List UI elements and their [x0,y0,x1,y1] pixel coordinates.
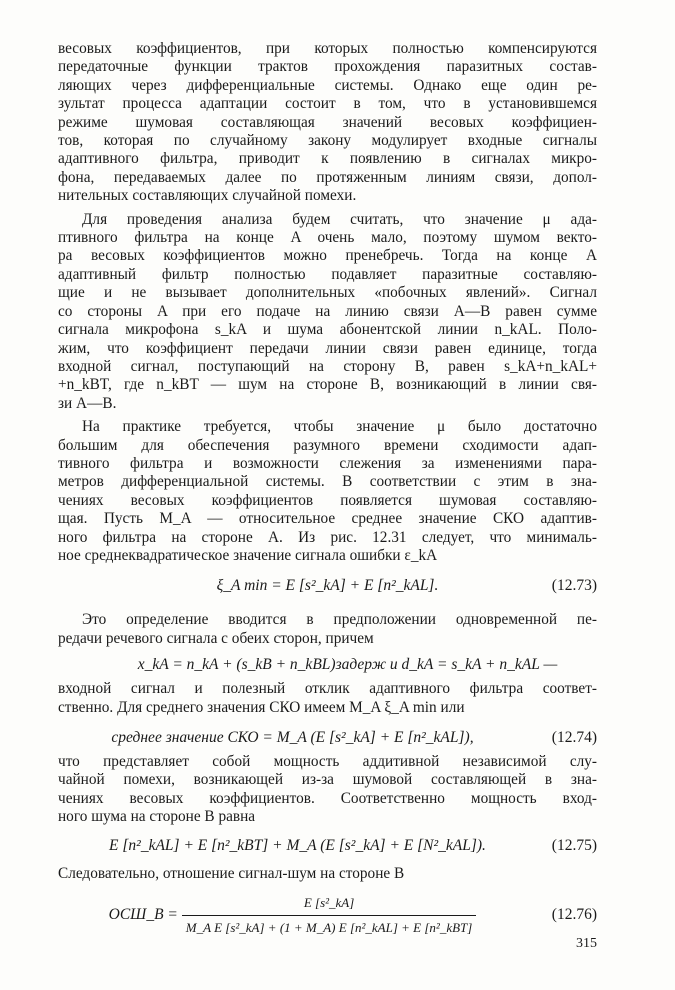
paragraph-4 [58,611,597,648]
fraction-numerator: E [s²_kA] [182,893,477,916]
text-line: +n_kBT, где n_kBT — шум на стороне B, возникающий в линии свя- [58,376,597,394]
equation-12-74 [58,723,597,753]
equation-body: ξ_A min = E [s²_kA] + E [n²_kAL]. [216,577,439,595]
text-line: ляющих через дифференциальные системы. Однако еще один ре- [58,76,597,94]
text-line: тов, которая по случайному закону модулирует входные сигналы [58,132,597,150]
text-line: весовых коэффициентов, при которых полностью компенсируются [58,40,597,57]
equation-body: x_kA = n_kA + (s_kB + n_kBL)задерж и d_kA = s_kA + n_kAL — [137,656,558,674]
text-line: передаточные функции трактов прохождения паразитных состав- [58,58,597,76]
paragraph-1 [58,40,597,206]
fraction [182,893,477,938]
text-line: нительных составляющих случайной помехи. [58,187,357,205]
text-line: птивного фильтра на конце A очень мало, поэтому шумом векто- [58,229,597,247]
text-line: редачи речевого сигнала с обеих сторон, причем [58,629,374,647]
paragraph-6 [58,753,597,827]
text-line: входной сигнал и полезный отклик адаптивного фильтра соответ- [58,680,597,698]
text-line: чениях весовых коэффициентов появляется шумовая составляю- [58,491,597,509]
equation-12-75 [58,831,597,861]
equation-12-76 [58,887,597,943]
equation-body: E [n²_kAL] + E [n²_kBT] + M_A (E [s²_kA] + E [N²_kAL]). [109,836,486,854]
equation-lhs: ОСШ_B = [108,906,178,924]
equation-inputs [58,650,597,680]
text-line: адаптивного фильтра, приводит к появлению в сигналах микро- [58,150,597,168]
text-line: большим для обеспечения разумного времени сходимости адап- [58,436,597,454]
paragraph-7 [58,865,597,883]
equation-body: среднее значение СКО = M_A (E [s²_kA] + E [n²_kAL]), [111,729,474,746]
text-line: адаптивный фильтр полностью подавляет паразитные составляю- [58,265,597,283]
paragraph-3 [58,418,597,565]
text-line: чайной помехи, возникающей из-за шумовой составляющей в зна- [58,771,597,789]
text-line: что представляет собой мощность аддитивной независимой слу- [58,753,597,770]
equation-number: (12.73) [551,577,597,595]
text-line: режиме шумовая составляющая значений весовых коэффициен- [58,113,597,131]
text-line: со стороны A при его подаче на линию связи A—B равен сумме [58,302,597,320]
equation-number: (12.74) [551,729,597,746]
text-line: чениях весовых коэффициентов. Соответственно мощность вход- [58,789,597,807]
page-number: 315 [576,936,597,951]
equation-number: (12.75) [551,836,597,854]
text-line: входной сигнал, поступающий на сторону B, равен s_kA+n_kAL+ [58,357,597,375]
paragraph-2 [58,211,597,413]
text-line: ное среднеквадратическое значение сигнала ошибки ε_kA [58,546,438,564]
text-line: ного фильтра на стороне A. Из рис. 12.31 следует, что минималь- [58,528,597,546]
fraction-denominator: M_A E [s²_kA] + (1 + M_A) E [n²_kAL] + E [n²_kBT] [185,919,473,935]
text-line: зультат процесса адаптации состоит в том, что в установившемся [58,95,597,113]
text-line: метров дифференциальной системы. В соответствии с этим в зна- [58,473,597,491]
text-line: ственно. Для среднего значения СКО имеем M_A ξ_A min или [58,698,465,716]
text-line: ра весовых коэффициентов можно пренебречь. Тогда на конце A [58,247,597,265]
text-line: зи A—B. [58,394,117,412]
text-line: сигнала микрофона s_kA и шума абонентской линии n_kAL. Поло- [58,321,597,339]
text-line: щая. Пусть M_A — относительное среднее значение СКО адаптив- [58,510,597,528]
equation-number: (12.76) [551,906,597,924]
paragraph-5 [58,680,597,717]
text-line: Для проведения анализа будем считать, что значение μ ада- [82,210,597,228]
text-line: тивного фильтра и возможности слежения за изменениями пара- [58,454,597,472]
text-line: Следовательно, отношение сигнал-шум на стороне B [58,864,405,882]
text-line: жим, что коэффициент передачи линии связи равен единице, тогда [58,339,597,357]
text-line: На практике требуется, чтобы значение μ было достаточно [82,418,597,436]
text-line: Это определение вводится в предположении одновременной пе- [82,611,597,629]
equation-12-73 [58,571,597,601]
equation-body [58,887,527,943]
text-line: фона, передаваемых далее по протяженным линиям связи, допол- [58,168,597,186]
text-line: щие и не вызывает дополнительных «побочных явлений». Сигнал [58,284,597,302]
text-line: ного шума на стороне B равна [58,808,256,826]
